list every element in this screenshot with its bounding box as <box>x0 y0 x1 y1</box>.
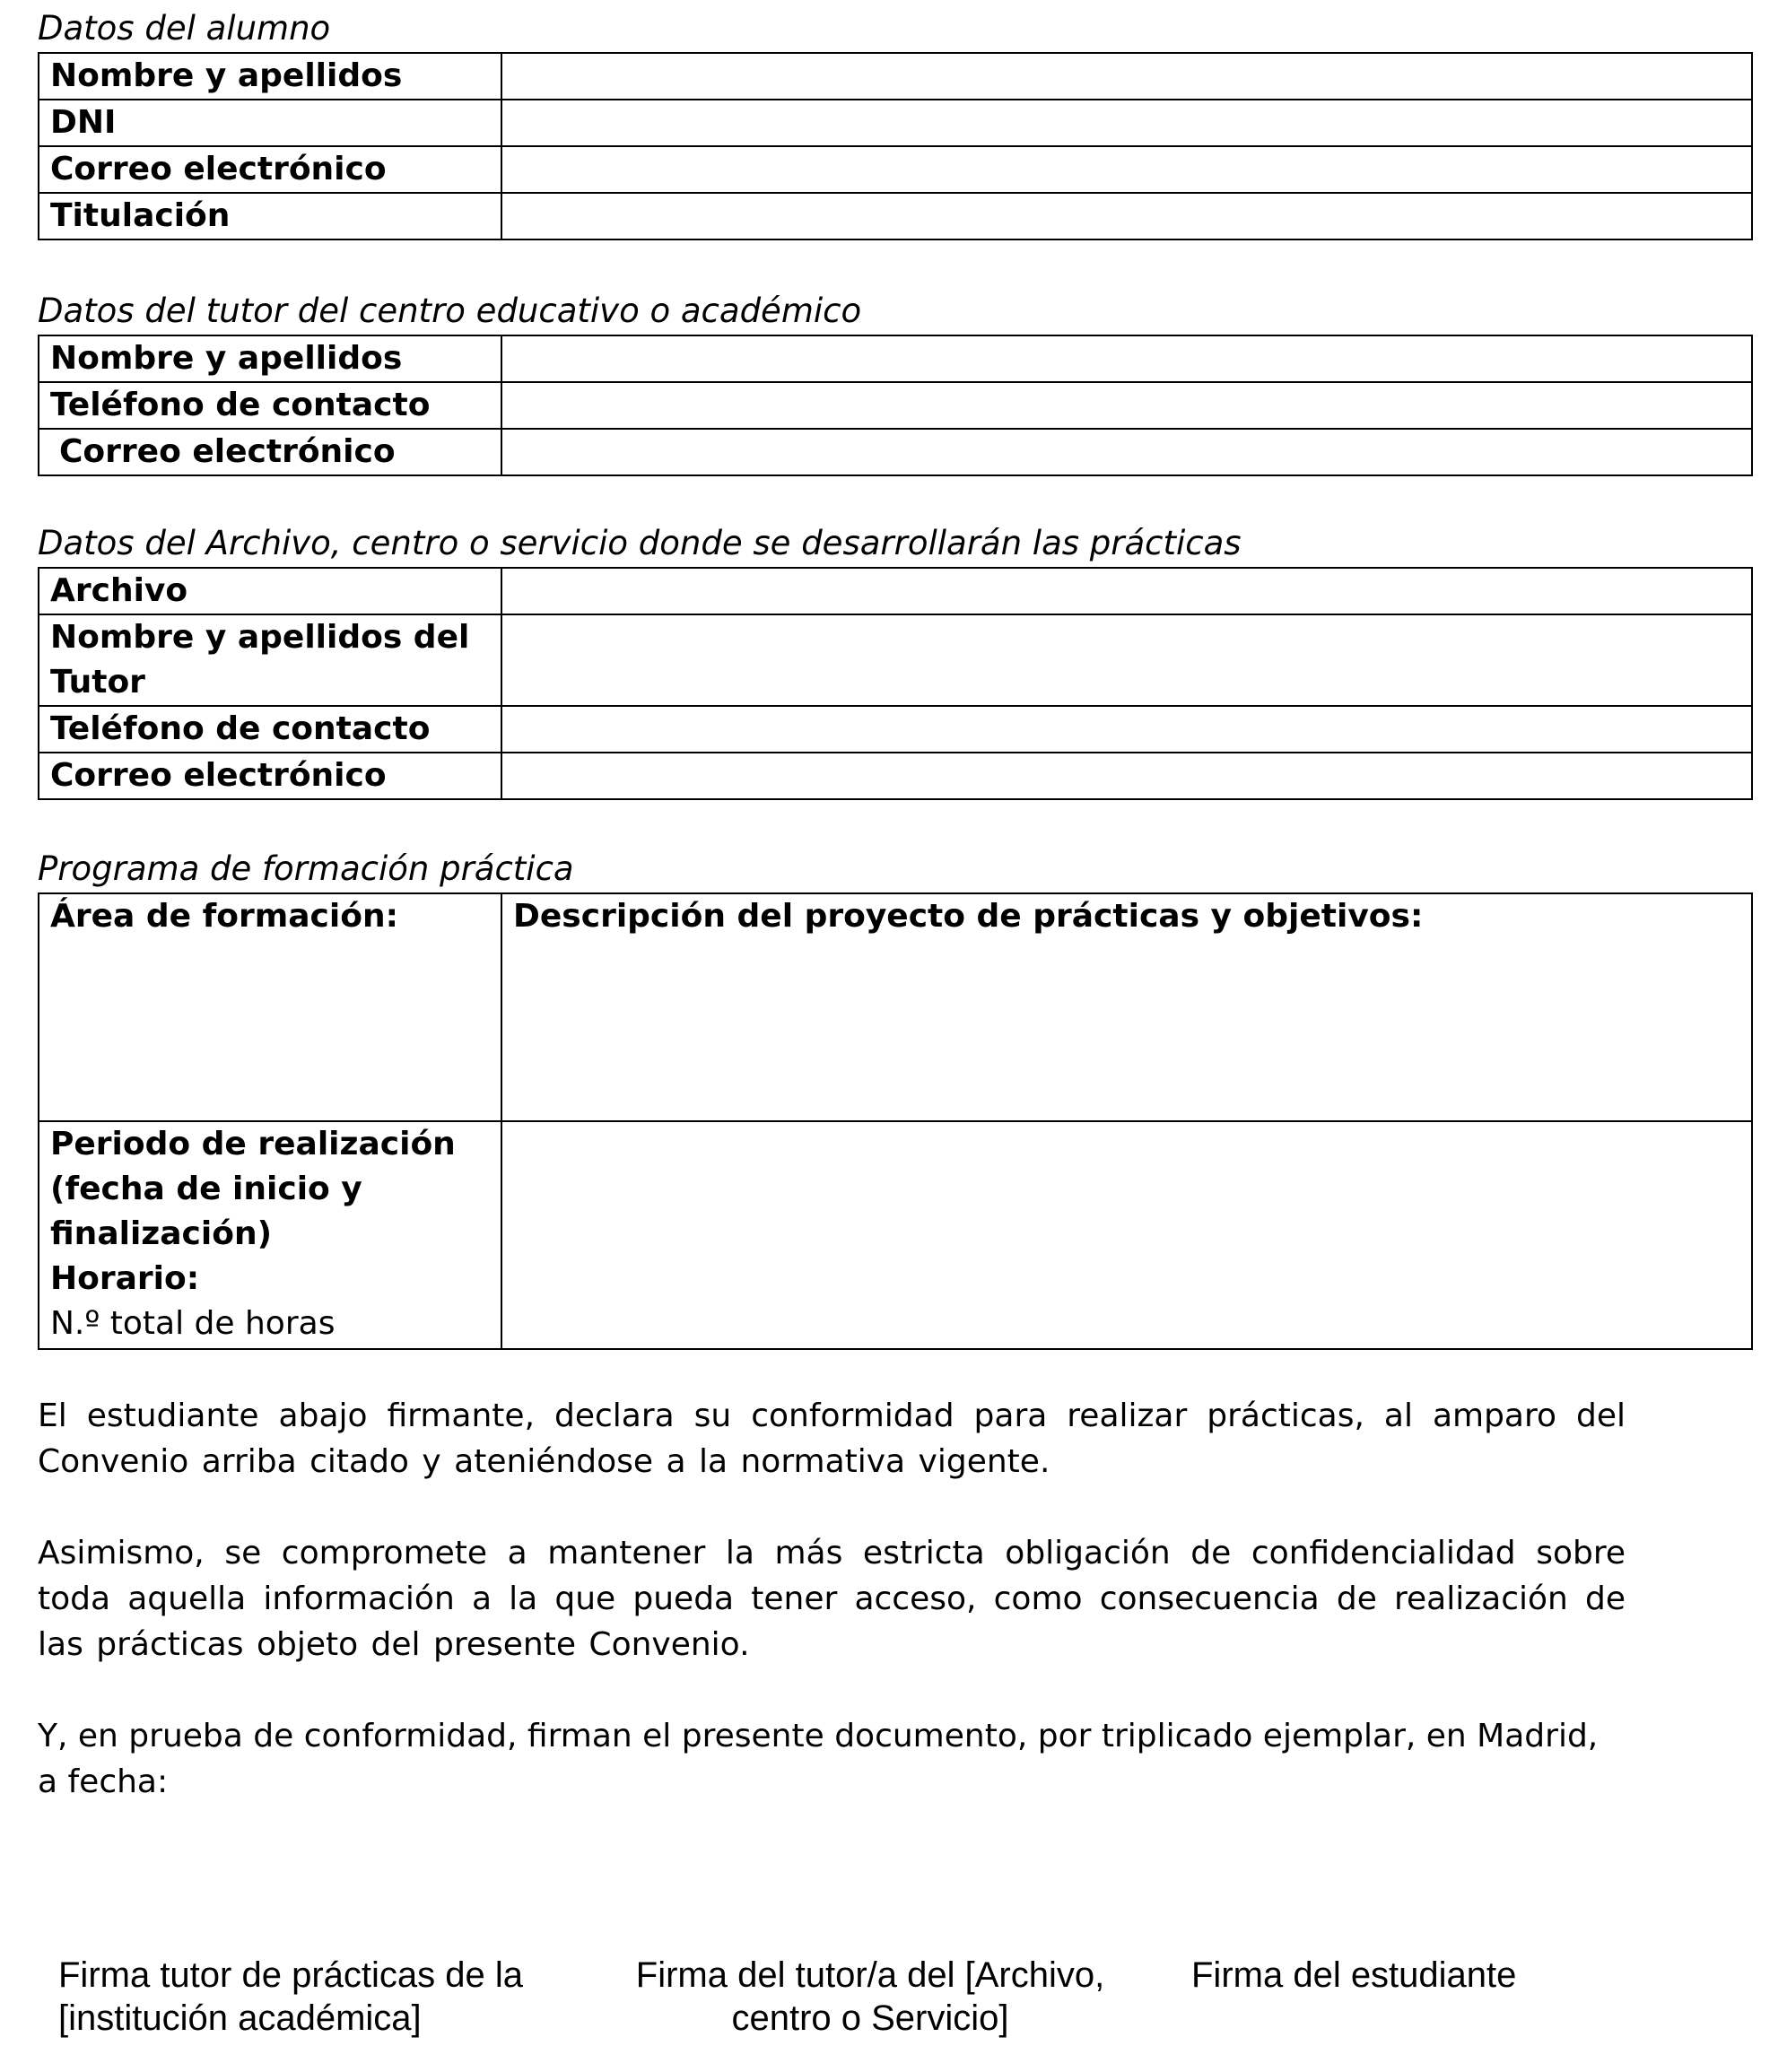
student-email-field[interactable] <box>501 146 1752 193</box>
student-name-field[interactable] <box>501 53 1752 100</box>
period-label: Periodo de realización (fecha de inicio y finalización) <box>50 1126 456 1252</box>
program-section-caption: Programa de formación práctica <box>38 849 574 888</box>
program-table <box>38 892 1753 1350</box>
table-row <box>39 614 1752 706</box>
period-cell <box>39 1121 501 1349</box>
student-signature <box>1191 1954 1640 1997</box>
academic-tutor-signature-line1: Firma tutor de prácticas de la <box>58 1955 523 1995</box>
project-description-cell[interactable] <box>501 893 1752 1121</box>
student-dni-label: DNI <box>39 100 501 146</box>
table-row <box>39 53 1752 100</box>
archive-name-label: Archivo <box>39 568 501 614</box>
academic-tutor-table <box>38 335 1753 476</box>
table-row <box>39 429 1752 475</box>
project-description-label: Descripción del proyecto de prácticas y objetivos: <box>513 898 1424 935</box>
table-row <box>39 568 1752 614</box>
student-section-caption: Datos del alumno <box>38 9 331 48</box>
table-row <box>39 335 1752 382</box>
table-row <box>39 193 1752 239</box>
archive-name-field[interactable] <box>501 568 1752 614</box>
archive-phone-field[interactable] <box>501 706 1752 753</box>
academic-tutor-phone-field[interactable] <box>501 382 1752 429</box>
academic-tutor-email-label: Correo electrónico <box>39 429 501 475</box>
student-signature-label: Firma del estudiante <box>1191 1955 1517 1995</box>
declaration-paragraph-2: Asimismo, se compromete a mantener la más estricta obligación de confidencialidad sobre toda aquella información a la que pueda tener acceso, como consecuencia de realización de las prácticas objeto del presente Convenio. <box>38 1535 1626 1663</box>
table-row <box>39 753 1752 799</box>
archive-tutor-name-label: Nombre y apellidos del Tutor <box>39 614 501 706</box>
archive-tutor-signature-line1: Firma del tutor/a del [Archivo, <box>635 1955 1105 1995</box>
archive-tutor-signature <box>592 1954 1148 2040</box>
student-dni-field[interactable] <box>501 100 1752 146</box>
declaration-paragraph-3: Y, en prueba de conformidad, firman el presente documento, por triplicado ejemplar, en Madrid, a fecha: <box>38 1718 1599 1800</box>
table-row <box>39 100 1752 146</box>
archive-tutor-signature-line2: centro o Servicio] <box>731 1998 1009 2038</box>
student-degree-label: Titulación <box>39 193 501 239</box>
archive-email-field[interactable] <box>501 753 1752 799</box>
archive-section-caption: Datos del Archivo, centro o servicio donde se desarrollarán las prácticas <box>38 524 1242 562</box>
schedule-label: Horario: <box>50 1260 200 1297</box>
table-row <box>39 706 1752 753</box>
period-field[interactable] <box>501 1121 1752 1349</box>
student-degree-field[interactable] <box>501 193 1752 239</box>
academic-tutor-name-field[interactable] <box>501 335 1752 382</box>
academic-tutor-section-caption: Datos del tutor del centro educativo o académico <box>38 292 862 330</box>
archive-phone-label: Teléfono de contacto <box>39 706 501 753</box>
student-table <box>38 52 1753 240</box>
archive-table <box>38 567 1753 800</box>
academic-tutor-email-field[interactable] <box>501 429 1752 475</box>
academic-tutor-phone-label: Teléfono de contacto <box>39 382 501 429</box>
archive-tutor-name-field[interactable] <box>501 614 1752 706</box>
training-area-label: Área de formación: <box>50 898 398 935</box>
declaration-paragraph-1: El estudiante abajo firmante, declara su conformidad para realizar prácticas, al amparo del Convenio arriba citado y ateniéndose a la normativa vigente. <box>38 1397 1626 1480</box>
academic-tutor-signature <box>58 1954 615 2040</box>
training-area-cell[interactable] <box>39 893 501 1121</box>
table-row <box>39 382 1752 429</box>
table-row <box>39 893 1752 1121</box>
table-row <box>39 1121 1752 1349</box>
table-row <box>39 146 1752 193</box>
form-page <box>38 9 1751 1805</box>
signature-block <box>54 1954 1579 2052</box>
academic-tutor-name-label: Nombre y apellidos <box>39 335 501 382</box>
academic-tutor-signature-line2: [institución académica] <box>58 1998 422 2038</box>
student-name-label: Nombre y apellidos <box>39 53 501 100</box>
archive-email-label: Correo electrónico <box>39 753 501 799</box>
total-hours-label: N.º total de horas <box>50 1305 336 1342</box>
student-email-label: Correo electrónico <box>39 146 501 193</box>
